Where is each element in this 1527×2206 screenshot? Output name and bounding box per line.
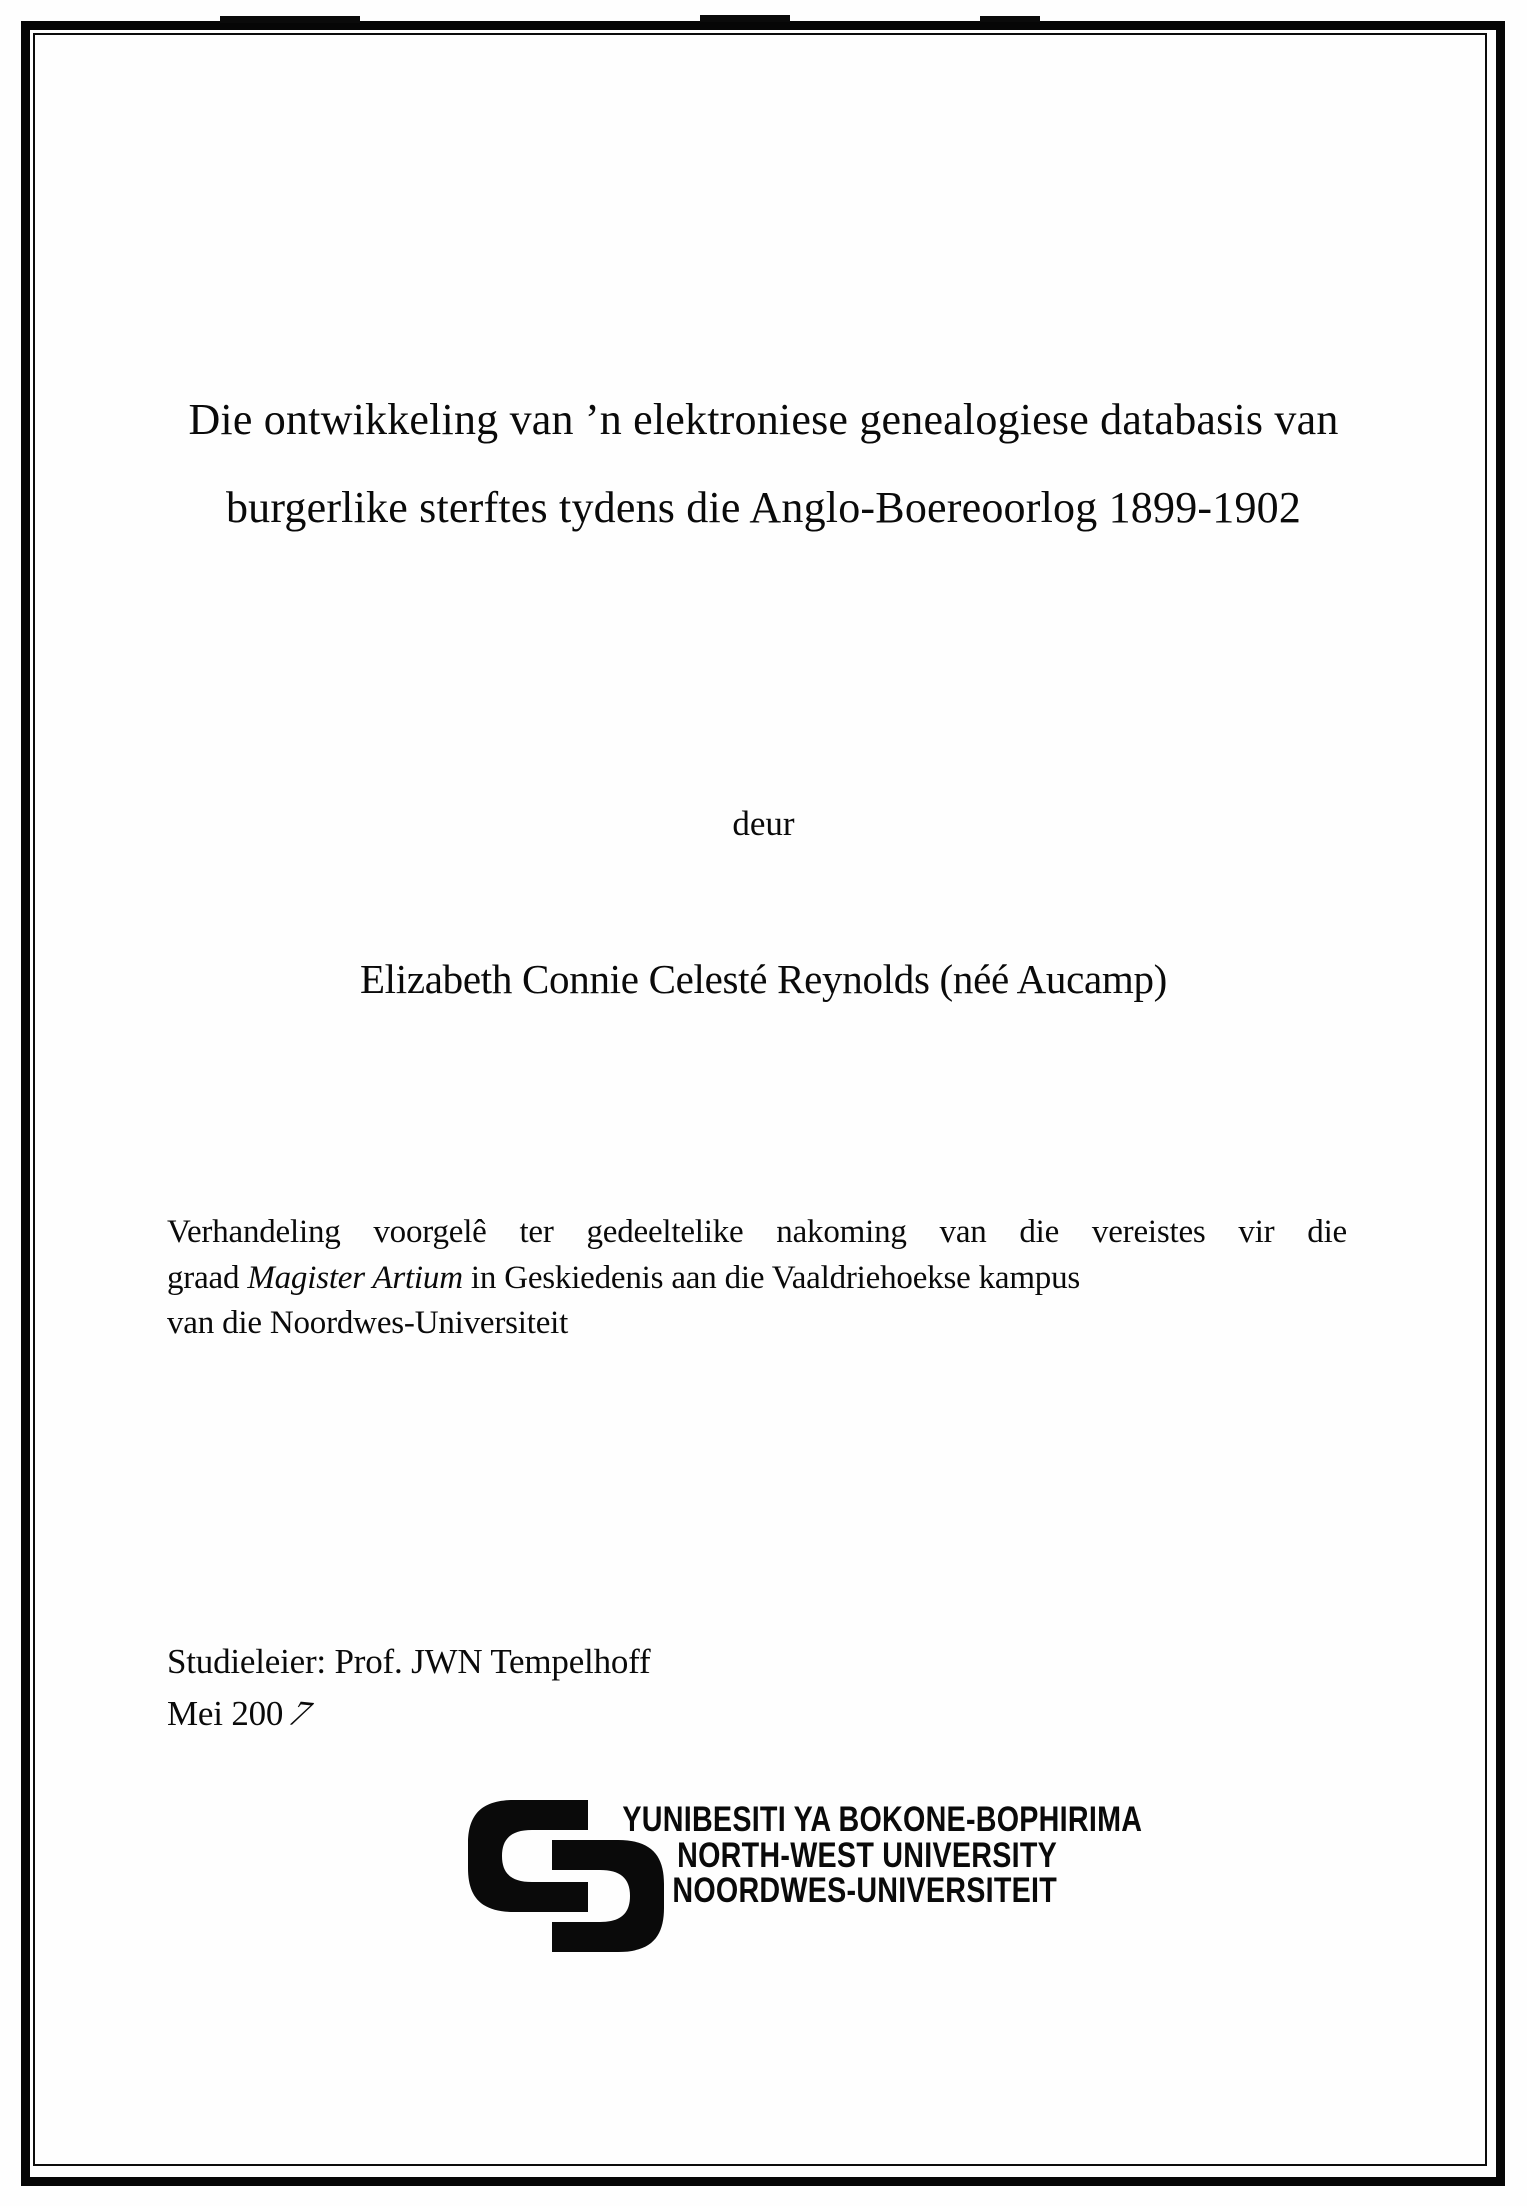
- degree-statement: [167, 1210, 1347, 1347]
- byline-label: deur: [732, 804, 795, 843]
- author-name: Elizabeth Connie Celesté Reynolds (néé Aucamp): [359, 956, 1168, 1002]
- nwu-logo-text: [622, 1800, 1143, 1910]
- degree-statement-line-2: [167, 1256, 1347, 1302]
- nwu-logo-text-setswana: YUNIBESITI YA BOKONE-BOPHIRIMA: [622, 1800, 1143, 1839]
- date-line: [167, 1688, 650, 1740]
- thesis-title-line-2: burgerlike sterftes tydens die Anglo-Boereoorlog 1899-1902: [225, 483, 1302, 532]
- degree-statement-line-1: Verhandeling voorgelê ter gedeeltelike nakoming van die vereistes vir die: [167, 1214, 1347, 1250]
- thesis-title: [110, 376, 1417, 552]
- thesis-title-line-1: Die ontwikkeling van ’n elektroniese genealogiese databasis van: [188, 395, 1339, 444]
- scan-artifact: [980, 16, 1040, 22]
- degree-statement-line-3: van die Noordwes-Universiteit: [167, 1305, 569, 1341]
- nwu-logo-text-afrikaans: NOORDWES-UNIVERSITEIT: [672, 1871, 1057, 1910]
- scan-artifact: [700, 15, 790, 22]
- scan-artifact: [220, 16, 360, 23]
- date-prefix: Mei 200: [167, 1694, 284, 1733]
- date-last-digit-scan-artifact: 7: [281, 1693, 320, 1734]
- degree-statement-line2-suffix: in Geskiedenis aan die Vaaldriehoekse kampus: [462, 1259, 1081, 1296]
- supervisor-and-date: [167, 1636, 650, 1740]
- degree-statement-line2-prefix: graad: [167, 1259, 248, 1296]
- supervisor-line: Studieleier: Prof. JWN Tempelhoff: [167, 1642, 651, 1681]
- degree-name-italic: Magister Artium: [247, 1259, 463, 1296]
- nwu-logo-text-english: NORTH-WEST UNIVERSITY: [677, 1835, 1057, 1875]
